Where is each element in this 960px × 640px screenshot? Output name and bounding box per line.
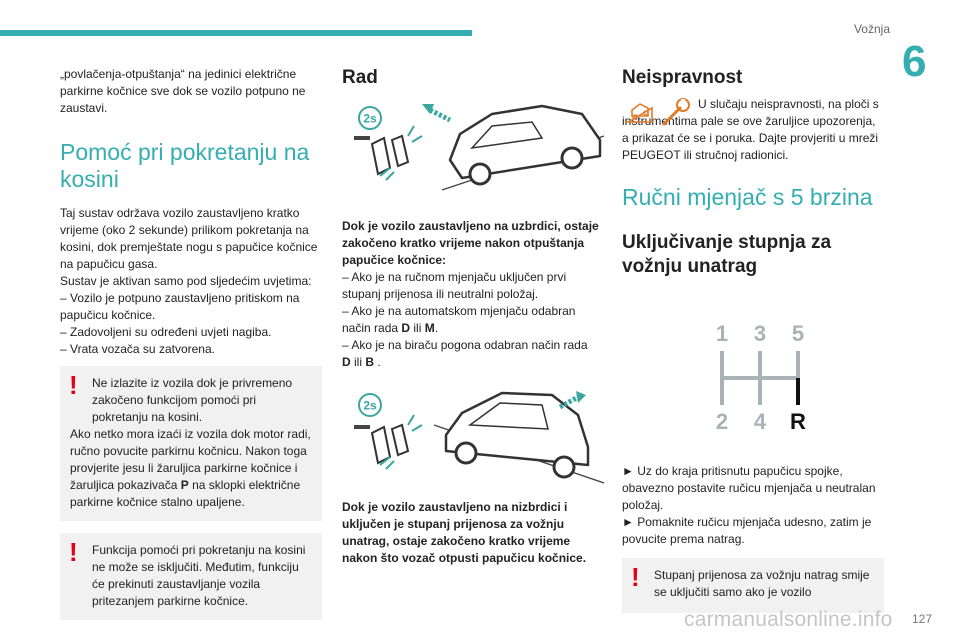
section-heading-fault: Neispravnost xyxy=(622,67,743,88)
badge-label: 2s xyxy=(363,111,377,126)
warning-text-continued xyxy=(70,426,312,511)
body-line: Sustav je aktivan samo pod sljedećim uvjetima: xyxy=(60,274,312,288)
gear-4-label: 4 xyxy=(753,409,767,434)
warning-text: Stupanj prijenosa za vožnju natrag smije se uključiti samo ako je vozilo xyxy=(654,568,870,599)
uphill-item-text: . xyxy=(434,321,439,335)
reverse-steps xyxy=(622,463,884,548)
chapter-number: 6 xyxy=(902,37,927,86)
fault-block xyxy=(622,96,884,164)
indicator-p-label: P xyxy=(180,478,189,492)
warning-text: Funkcija pomoći pri pokretanju na kosini ne može se isključiti. Međutim, funkciju će prekinuti zaustavljanje vozila pritezanjem parkirne kočnice. xyxy=(92,543,306,608)
mode-d-label: D xyxy=(401,321,411,335)
pedal-press-icon xyxy=(354,126,422,180)
fault-lamps xyxy=(622,96,694,128)
column-right xyxy=(622,66,884,613)
section-heading-hill-start: Pomoć pri pokretanju na kosini xyxy=(60,139,310,192)
intro-paragraph: „povlačenja-otpuštanja“ na jedinici električne parkirne kočnice sve dok se vozilo potpuno ne zaustavi. xyxy=(60,67,306,115)
gear-1-label: 1 xyxy=(715,321,729,346)
step-item: ► Pomaknite ručicu mjenjača udesno, zatim je povucite prema natrag. xyxy=(622,515,872,546)
uphill-item-text: . xyxy=(374,355,381,369)
column-middle xyxy=(342,66,604,567)
body-line: – Vrata vozača su zatvorena. xyxy=(60,342,215,356)
section-title: Vožnja xyxy=(853,22,890,36)
warning-box xyxy=(60,366,322,521)
section-heading-reverse: Uključivanje stupnja za vožnju unatrag xyxy=(622,232,832,277)
body-line: – Zadovoljeni su određeni uvjeti nagiba. xyxy=(60,325,272,339)
watermark: carmanualsonline.info xyxy=(684,608,893,631)
warning-text-part: Ako netko mora izaći iz vozila dok motor radi, ručno povucite parkirnu kočnicu. Nakon toga provjerite jesu li žaruljica parkirne kočnice i žaruljica pokazivača xyxy=(70,427,311,492)
gear-shift-pattern xyxy=(622,313,884,445)
downhill-caption: Dok je vozilo zaustavljeno na nizbrdici i uključen je stupanj prijenosa za vožnju unatrag, ostaje zakočeno kratko vrijeme nakon što vozač otpusti papučicu kočnice. xyxy=(342,500,587,565)
pedal-press-icon xyxy=(354,415,422,469)
gear-5-label: 5 xyxy=(791,321,805,346)
gear-3-label: 3 xyxy=(753,321,767,346)
fault-text: U slučaju neispravnosti, na ploči s instrumentima pale se ove žaruljice upozorenja, a prikazat će se i poruka. Dajte provjeriti u mreži PEUGEOT ili stručnoj radionici. xyxy=(622,97,879,162)
mode-b-label: B xyxy=(365,355,375,369)
mode-m-label: M xyxy=(424,321,435,335)
uphill-item-text: ili xyxy=(410,321,425,335)
gear-2-label: 2 xyxy=(715,409,729,434)
step-item: ► Uz do kraja pritisnutu papučicu spojke, obavezno postavite ručicu mjenjača u neutralan položaj. xyxy=(622,464,876,512)
exclamation-icon: ! xyxy=(69,537,78,567)
uphill-item-text: ili xyxy=(350,355,366,369)
column-left xyxy=(60,66,322,620)
downhill-description xyxy=(342,499,604,567)
header-accent-bar xyxy=(0,30,472,36)
body-line: Taj sustav održava vozilo zaustavljeno kratko vrijeme (oko 2 sekunde) prilikom pokretanja na kosini, dok premještate nogu s papučice kočnice na papučicu gasa. xyxy=(60,206,318,271)
two-second-badge-icon xyxy=(359,394,381,416)
mode-d-label: D xyxy=(342,355,351,369)
exclamation-icon: ! xyxy=(69,370,78,400)
uphill-description xyxy=(342,218,604,371)
car-on-slope-icon xyxy=(434,391,604,483)
downhill-illustration xyxy=(342,385,604,485)
uphill-item xyxy=(342,337,604,371)
hill-start-fault-icon xyxy=(628,104,652,122)
exclamation-icon: ! xyxy=(631,562,640,592)
page-number: 127 xyxy=(912,612,933,626)
service-wrench-icon xyxy=(664,99,689,124)
warning-box xyxy=(60,533,322,620)
warning-text: Ne izlazite iz vozila dok je privremeno zakočeno funkcijom pomoći pri pokretanju na kosini. xyxy=(92,376,293,424)
body-line: – Vozilo je potpuno zaustavljeno pritiskom na papučicu kočnice. xyxy=(60,291,300,322)
gear-r-label: R xyxy=(790,409,806,434)
uphill-illustration xyxy=(342,96,604,196)
two-second-badge-icon xyxy=(359,107,381,129)
uphill-item xyxy=(342,303,604,337)
hill-start-body xyxy=(60,205,322,358)
uphill-caption: Dok je vozilo zaustavljeno na uzbrdici, ostaje zakočeno kratko vrijeme nakon otpuštanja papučice kočnice: xyxy=(342,219,599,267)
section-heading-operation: Rad xyxy=(342,67,378,88)
section-heading-gearbox: Ručni mjenjač s 5 brzina xyxy=(622,184,873,210)
car-on-slope-icon xyxy=(422,104,604,190)
warning-text-part: na sklopki električne parkirne kočnice stalno upaljene. xyxy=(70,478,301,509)
uphill-item-text: – Ako je na automatskom mjenjaču odabran način rada xyxy=(342,304,576,335)
uphill-item: – Ako je na ručnom mjenjaču uključen prvi stupanj prijenosa ili neutralni položaj. xyxy=(342,270,567,301)
uphill-item-text: – Ako je na biraču pogona odabran način rada xyxy=(342,338,588,352)
gear-gate-lines xyxy=(722,351,798,405)
badge-label: 2s xyxy=(363,398,377,413)
warning-box xyxy=(622,558,884,613)
